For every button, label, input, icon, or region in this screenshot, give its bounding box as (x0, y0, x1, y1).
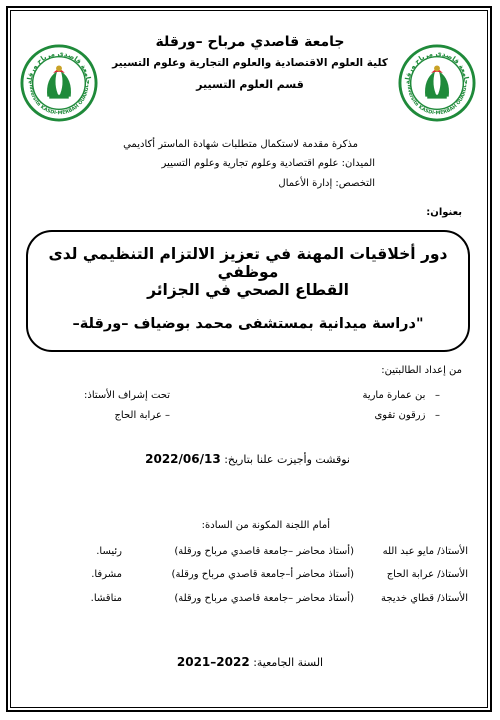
defense-label: نوقشت وأجيزت علنا بتاريخ: (224, 453, 350, 466)
thesis-title-line-2: القطاع الصحي في الجزائر (147, 281, 349, 299)
defense-date: 2022/06/13 (145, 452, 221, 466)
academic-year-value: 2022–2021 (176, 655, 250, 669)
memo-statement: مذكرة مقدمة لاستكمال متطلبات شهادة الماستر أكاديمي (123, 139, 358, 150)
student-name-1: – بن عمارة مارية (362, 390, 440, 401)
title-label: بعنوان: (426, 207, 462, 218)
university-logo-right (398, 44, 476, 122)
committee-member-affiliation: (أستاذ محاضر –جامعة قاصدي مرباح ورقلة) (174, 593, 354, 604)
committee-member-name: الأستاذ/ قطاي خديجة (381, 593, 468, 604)
svg-text:Université KASDI-MERBAH OUARGL: niversité KASDI-MERBAH OUARGL (405, 84, 469, 117)
supervisor-name: – عرابة الحاج (114, 410, 170, 421)
committee-member-role: مشرفا. (91, 569, 122, 580)
committee-member-name: الأستاذ/ عرابة الحاج (386, 569, 468, 580)
svg-text:جامعة قاصدي مرباح ورقلة: جامعة قاصدي مرباح ورقلة (25, 49, 93, 85)
students-label: من إعداد الطالبتين: (381, 365, 462, 376)
student-name-1-text: بن عمارة مارية (362, 390, 426, 401)
university-name: جامعة قاصدي مرباح –ورقلة (155, 34, 345, 50)
student-name-2: – زرقون تقوى (374, 410, 440, 421)
academic-year (90, 655, 410, 669)
committee-member-role: مناقشا. (90, 593, 122, 604)
thesis-subtitle: "دراسة ميدانية بمستشفى محمد بوضياف –ورقلة– (72, 316, 424, 332)
committee-member-affiliation: (أستاذ محاضر –جامعة قاصدي مرباح ورقلة) (174, 546, 354, 557)
svg-text:Université KASDI-MERBAH OUARGL: niversité KASDI-MERBAH OUARGL (27, 84, 91, 117)
student-name-2-text: زرقون تقوى (374, 410, 426, 421)
committee-title: أمام اللجنة المكونة من السادة: (201, 520, 330, 531)
field-line: الميدان: علوم اقتصادية وعلوم تجارية وعلوم التسيير (161, 158, 375, 169)
university-logo-left (20, 44, 98, 122)
academic-year-label: السنة الجامعية: (253, 656, 324, 669)
svg-text:جامعة قاصدي مرباح ورقلة: جامعة قاصدي مرباح ورقلة (403, 49, 471, 85)
committee-member-name: الأستاذ/ مايو عبد الله (382, 546, 468, 557)
committee-member-affiliation: (أستاذ محاضر أ–جامعة قاصدي مرباح ورقلة) (171, 569, 354, 580)
faculty-name: كلية العلوم الاقتصادية والعلوم التجارية وعلوم التسيير (112, 57, 388, 69)
supervisor-label: تحت إشراف الأستاذ: (84, 390, 170, 401)
committee-member-role: رئيسا. (96, 546, 122, 557)
department-name: قسم العلوم التسيير (196, 78, 304, 91)
specialty-line: التخصص: إدارة الأعمال (278, 178, 375, 189)
defense-line (145, 452, 350, 466)
supervisor-name-text: عرابة الحاج (114, 410, 162, 421)
thesis-title-line-1: دور أخلاقيات المهنة في تعزيز الالتزام التنظيمي لدى موظفي (48, 245, 448, 281)
